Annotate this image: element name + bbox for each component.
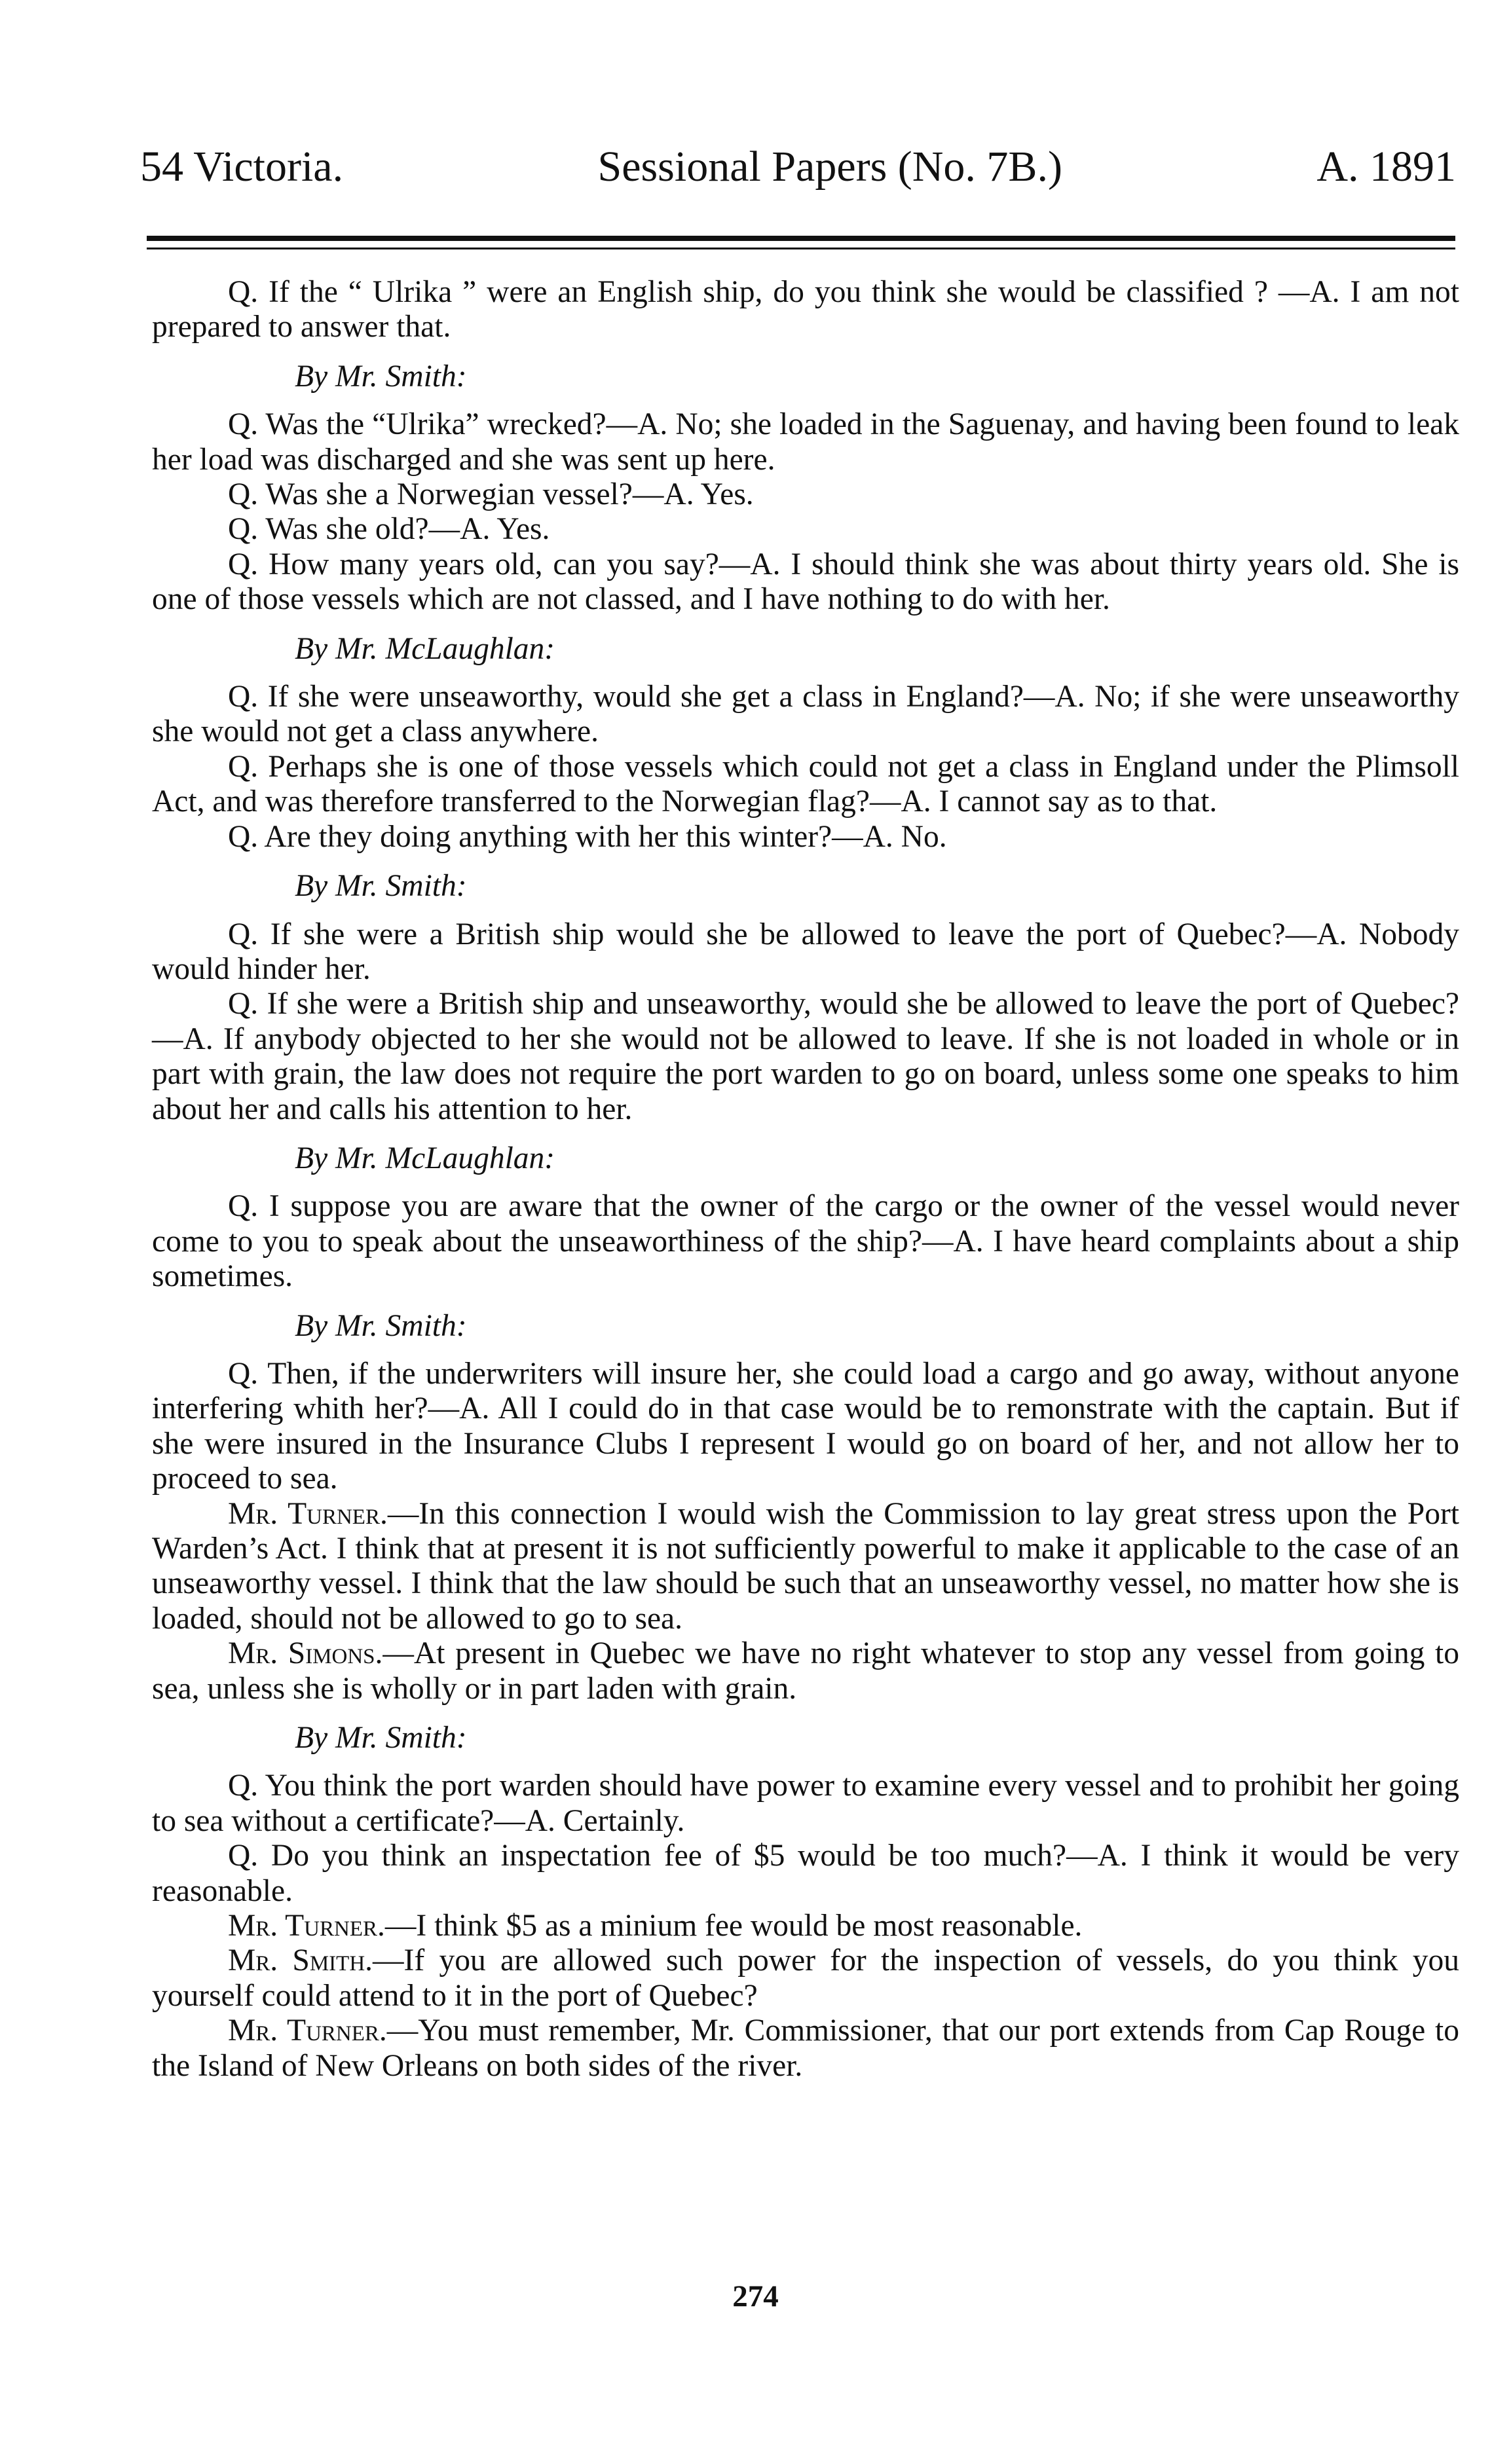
paragraph: Q. If she were a British ship and unseaworthy, would she be allowed to leave the port of Quebec?—A. If anybody objected to her she would not be allowed to leave. If she is not loaded in whole or in part with grain, the law does not require the port warden to go on board, unless some one speaks to him about her and calls his attention to her. — [152, 987, 1459, 1126]
paragraph: Q. You think the port warden should have power to examine every vessel and to prohibit her going to sea without a certificate?—A. Certainly. — [152, 1769, 1459, 1838]
page-number: 274 — [732, 2279, 779, 2313]
paragraph: Q. Then, if the underwriters will insure her, she could load a cargo and go away, without anyone interfering whith her?—A. All I could do in that case would be to remonstrate with the captain. But if she were insured in the Insurance Clubs I represent I would go on board of her, and not allow her to proceed to sea. — [152, 1356, 1459, 1496]
header-left: 54 Victoria. — [140, 143, 344, 191]
paragraph: Q. Was the “Ulrika” wrecked?—A. No; she loaded in the Saguenay, and having been found to leak her load was discharged and she was sent up here. — [152, 407, 1459, 477]
paragraph: Q. Are they doing anything with her this winter?—A. No. — [228, 819, 947, 854]
speaker-text: —At present in Quebec we have no right whatever to stop any vessel from going to sea, unless she is wholly or in part laden with grain. — [152, 1636, 1460, 1706]
examiner-heading: By Mr. Smith: — [295, 359, 467, 394]
paragraph: Q. If she were unseaworthy, would she get a class in England?—A. No; if she were unseaworthy she would not get a class anywhere. — [152, 680, 1459, 749]
examiner-heading: By Mr. McLaughlan: — [295, 631, 555, 666]
header-rule-thick — [147, 236, 1455, 241]
speaker-text: —In this connection I would wish the Commission to lay great stress upon the Port Warden’s Act. I think that at present it is not sufficiently powerful to make it applicable to the case of an unseaworthy vessel. I think that the law should be such that an unseaworthy vessel, no matter how she is loaded, should not be allowed to go to sea. — [152, 1496, 1459, 1636]
examiner-heading: By Mr. Smith: — [295, 869, 467, 904]
speaker-paragraph — [152, 2013, 1459, 2084]
paragraph: Q. I suppose you are aware that the owner of the cargo or the owner of the vessel would never come to you to speak about the unseaworthiness of the ship?—A. I have heard complaints about a ship sometimes. — [152, 1189, 1459, 1294]
examiner-heading: By Mr. McLaughlan: — [295, 1141, 555, 1175]
speaker-name: Mr. Turner. — [228, 1496, 388, 1531]
page-body — [152, 275, 1459, 2084]
speaker-text: —You must remember, Mr. Commissioner, that our port extends from Cap Rouge to the Island of New Orleans on both sides of the river. — [152, 2013, 1459, 2083]
speaker-name: Mr. Smith. — [228, 1943, 373, 1978]
speaker-paragraph — [152, 1943, 1459, 2013]
paragraph: Q. Was she old?—A. Yes. — [228, 512, 550, 547]
header-right: A. 1891 — [1316, 143, 1456, 191]
header-rule-thin — [147, 248, 1455, 249]
speaker-paragraph — [152, 1497, 1459, 1637]
paragraph: Q. If she were a British ship would she be allowed to leave the port of Quebec?—A. Nobody would hinder her. — [152, 917, 1459, 986]
speaker-paragraph — [152, 1636, 1459, 1706]
examiner-heading: By Mr. Smith: — [295, 1721, 467, 1756]
paragraph: Q. How many years old, can you say?—A. I should think she was about thirty years old. She is one of those vessels which are not classed, and I have nothing to do with her. — [152, 547, 1459, 617]
speaker-text: —I think $5 as a minium fee would be most reasonable. — [384, 1909, 1083, 1943]
speaker-paragraph — [152, 1909, 1459, 1943]
speaker-name: Mr. Turner. — [228, 2013, 387, 2048]
speaker-name: Mr. Turner. — [228, 1909, 385, 1943]
examiner-heading: By Mr. Smith: — [295, 1308, 467, 1343]
speaker-text: —If you are allowed such power for the inspection of vessels, do you think you yourself could attend to it in the port of Quebec? — [152, 1943, 1459, 2013]
header-center: Sessional Papers (No. 7B.) — [597, 143, 1062, 191]
paragraph: Q. Perhaps she is one of those vessels which could not get a class in England under the Plimsoll Act, and was therefore transferred to the Norwegian flag?—A. I cannot say as to that. — [152, 749, 1459, 819]
paragraph: Q. If the “ Ulrika ” were an English ship, do you think she would be classified ? —A. I am not prepared to answer that. — [152, 275, 1459, 344]
speaker-name: Mr. Simons. — [228, 1636, 383, 1671]
paragraph: Q. Was she a Norwegian vessel?—A. Yes. — [228, 477, 754, 512]
paragraph: Q. Do you think an inspectation fee of $5 would be too much?—A. I think it would be very reasonable. — [152, 1839, 1459, 1908]
running-header — [140, 145, 1456, 189]
